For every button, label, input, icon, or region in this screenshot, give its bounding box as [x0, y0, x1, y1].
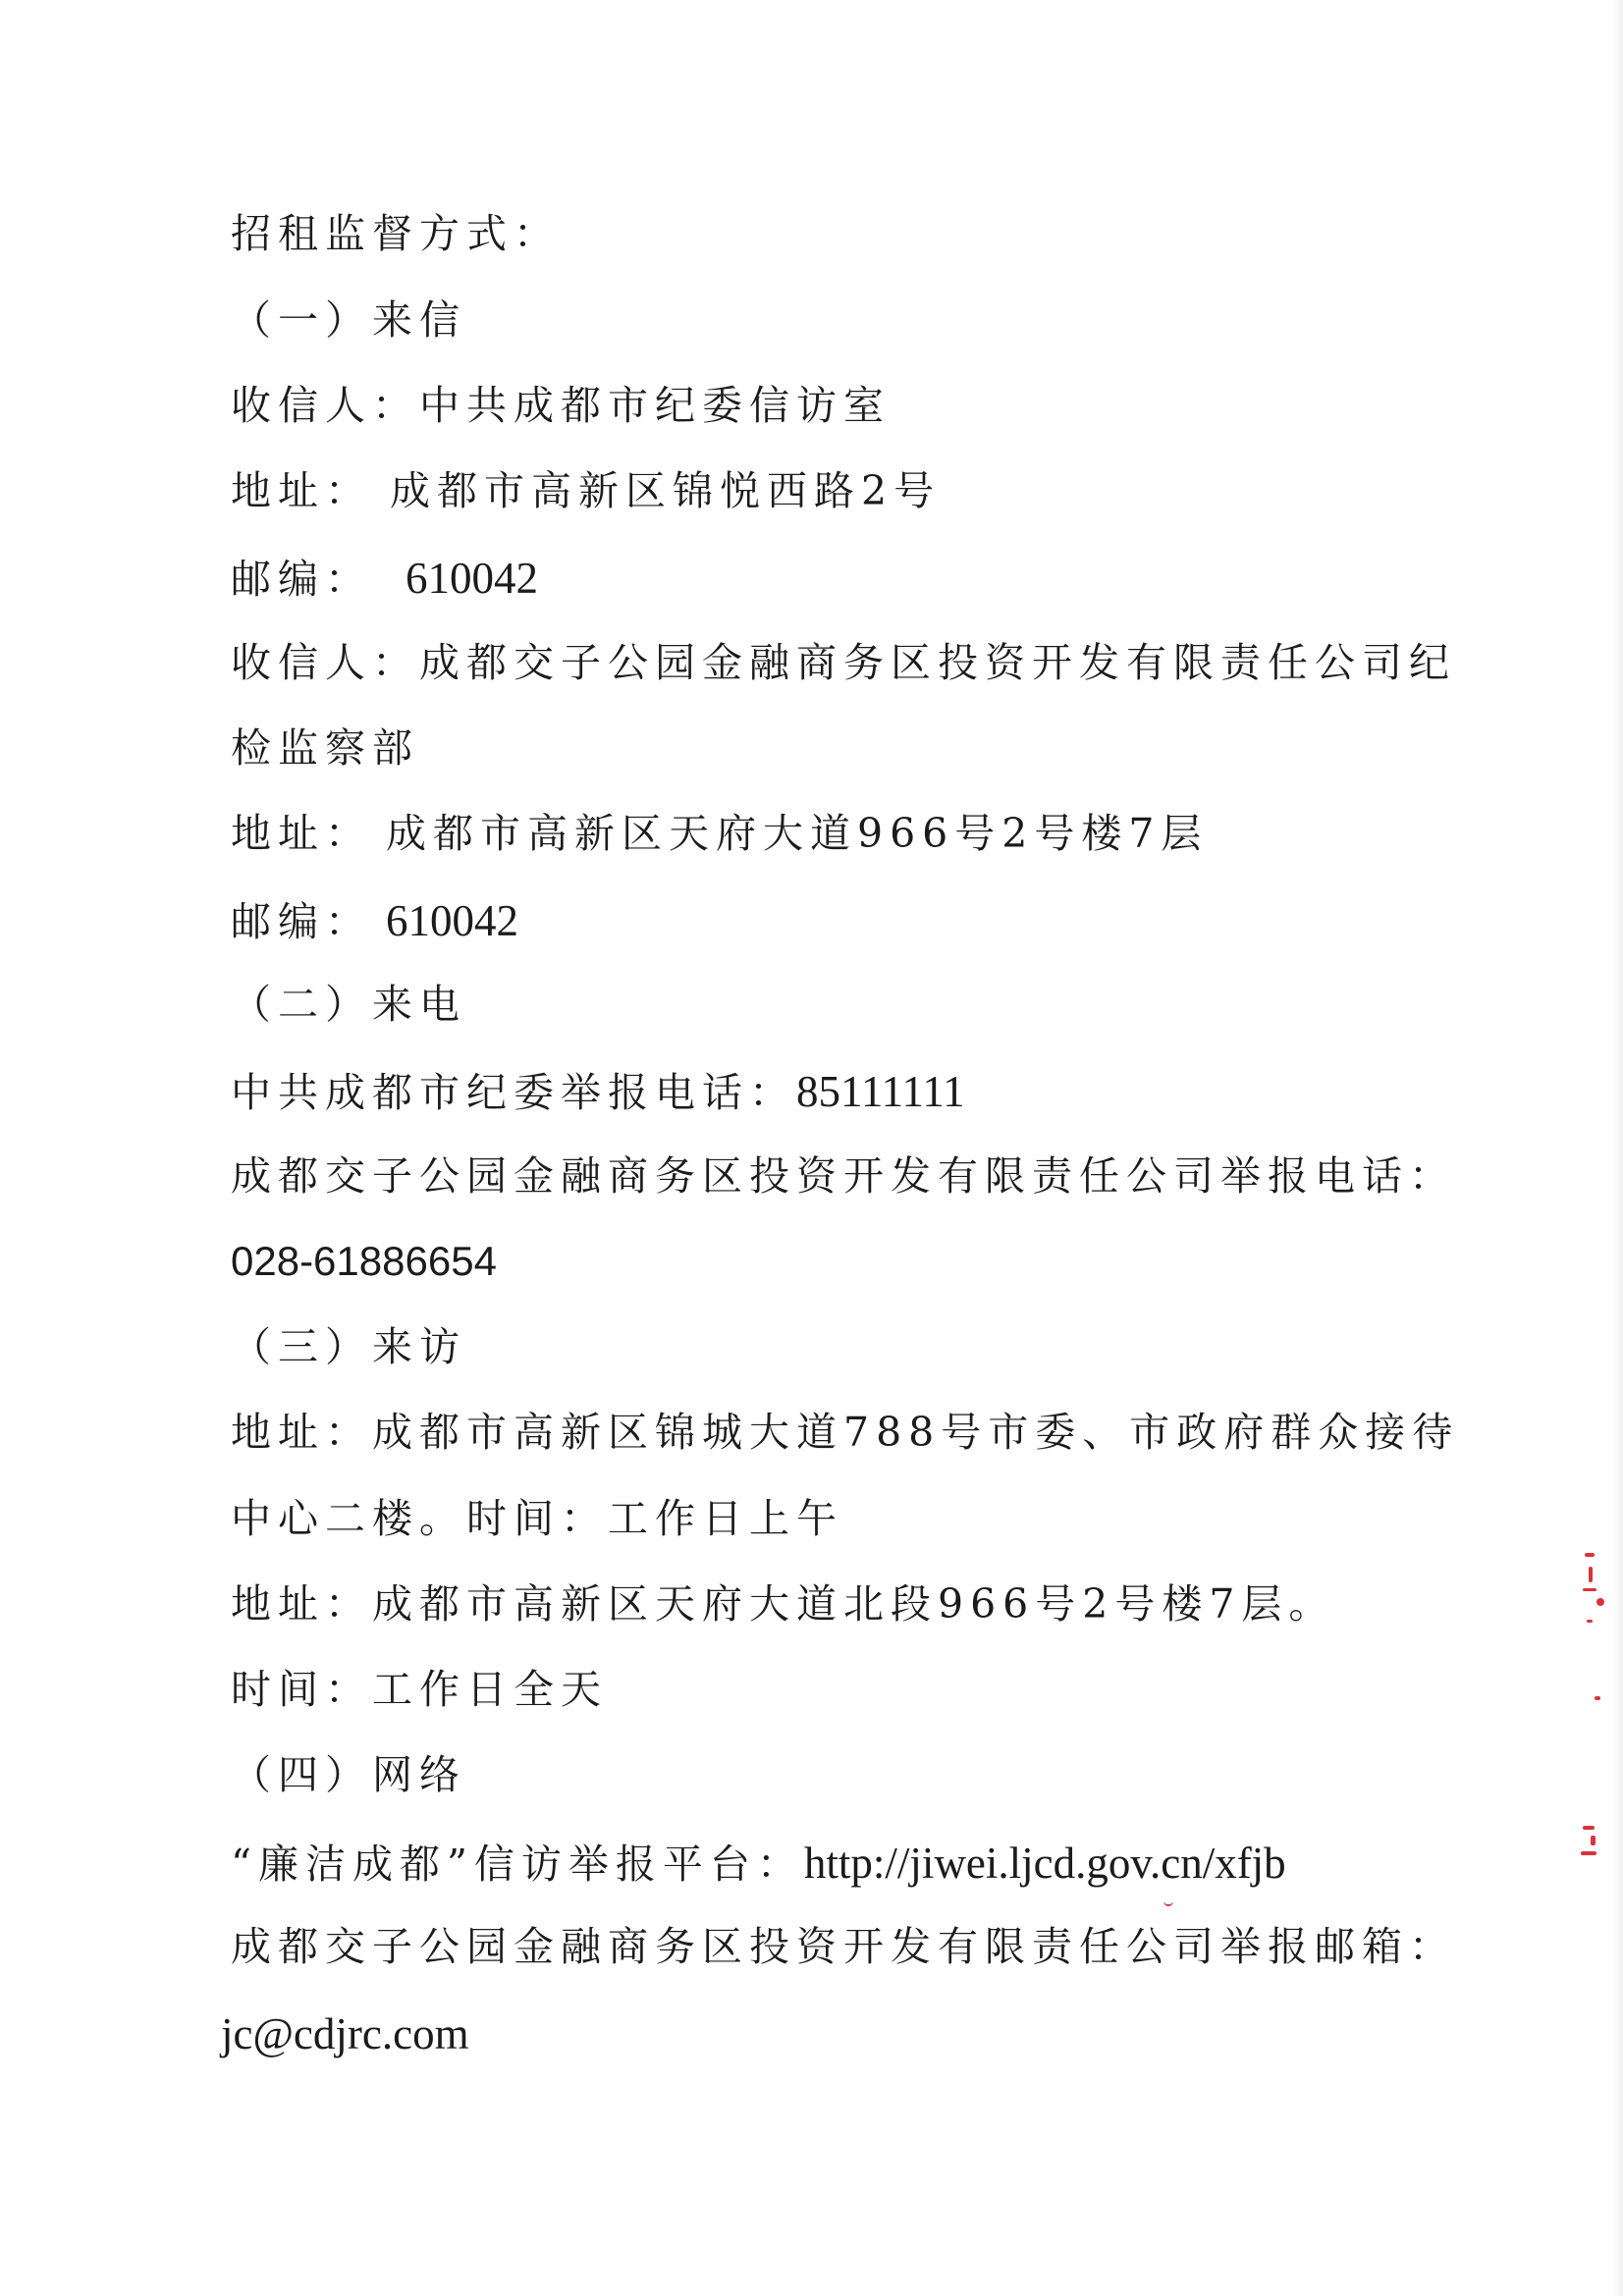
zip-1-value: 610042: [406, 554, 538, 603]
visit-address-1-line1: [231, 1409, 1460, 1456]
web-platform: [231, 1839, 1286, 1888]
letter-recipient-2-line2: 检监察部: [231, 724, 419, 772]
section-visit-title: （三）来访: [231, 1323, 466, 1370]
red-ink-mark: [1163, 1898, 1173, 1906]
phone-hotline-1: [231, 1067, 965, 1116]
zip-2-label: 邮编：: [231, 898, 372, 945]
web-platform-url[interactable]: http://jiwei.ljcd.gov.cn/xfjb: [803, 1839, 1286, 1888]
phone-hotline-2-value: 028-61886654: [231, 1238, 497, 1284]
visit-address-2: [231, 1580, 1336, 1628]
letter-zip-1: [231, 554, 538, 603]
visit-time-2: [231, 1666, 608, 1713]
letter-address-2: [231, 810, 1209, 857]
visit-address-1-line2: 中心二楼。时间：工作日上午: [231, 1495, 843, 1542]
recipient-2-name-line1: 成都交子公园金融商务区投资开发有限责任公司纪: [419, 639, 1456, 686]
address-1-value: 成都市高新区锦悦西路2号: [390, 467, 942, 514]
address-2-value: 成都市高新区天府大道966号2号楼7层: [386, 810, 1209, 857]
hotline-1-value: 85111111: [796, 1067, 965, 1116]
section-letter-title: （一）来信: [231, 296, 466, 344]
section-phone-title: （二）来电: [231, 981, 466, 1028]
section-web-title: （四）网络: [231, 1751, 466, 1798]
page-edge-shadow: [1613, 0, 1623, 2296]
visit-time-2-value: 工作日全天: [372, 1666, 608, 1713]
recipient-2-label: 收信人：: [231, 639, 419, 686]
visit-address-1-value: 成都市高新区锦城大道788号市委、市政府群众接待: [372, 1409, 1460, 1456]
letter-zip-2: [231, 896, 518, 945]
recipient-1-label: 收信人：: [231, 382, 419, 429]
address-1-label: 地址：: [231, 467, 372, 514]
phone-hotline-2-label: 成都交子公园金融商务区投资开发有限责任公司举报电话：: [231, 1152, 1456, 1200]
hotline-1-label: 中共成都市纪委举报电话：: [231, 1069, 796, 1116]
visit-address-1-label: 地址：: [231, 1409, 372, 1456]
web-email-label: 成都交子公园金融商务区投资开发有限责任公司举报邮箱：: [231, 1923, 1456, 1970]
recipient-1-name: 中共成都市纪委信访室: [419, 382, 891, 429]
address-2-label: 地址：: [231, 810, 372, 857]
letter-address-1: [231, 467, 942, 514]
visit-address-2-value: 成都市高新区天府大道北段966号2号楼7层。: [372, 1580, 1336, 1628]
visit-time-2-label: 时间：: [231, 1666, 372, 1713]
letter-recipient-2-line1: [231, 639, 1456, 686]
document-heading: 招租监督方式：: [231, 210, 561, 257]
visit-address-2-label: 地址：: [231, 1580, 372, 1628]
web-email-value[interactable]: jc@cdjrc.com: [221, 2009, 469, 2058]
zip-2-value: 610042: [386, 896, 518, 945]
letter-recipient-1: [231, 382, 891, 429]
web-platform-label: “廉洁成都”信访举报平台：: [231, 1841, 804, 1888]
zip-1-label: 邮编：: [231, 556, 372, 603]
